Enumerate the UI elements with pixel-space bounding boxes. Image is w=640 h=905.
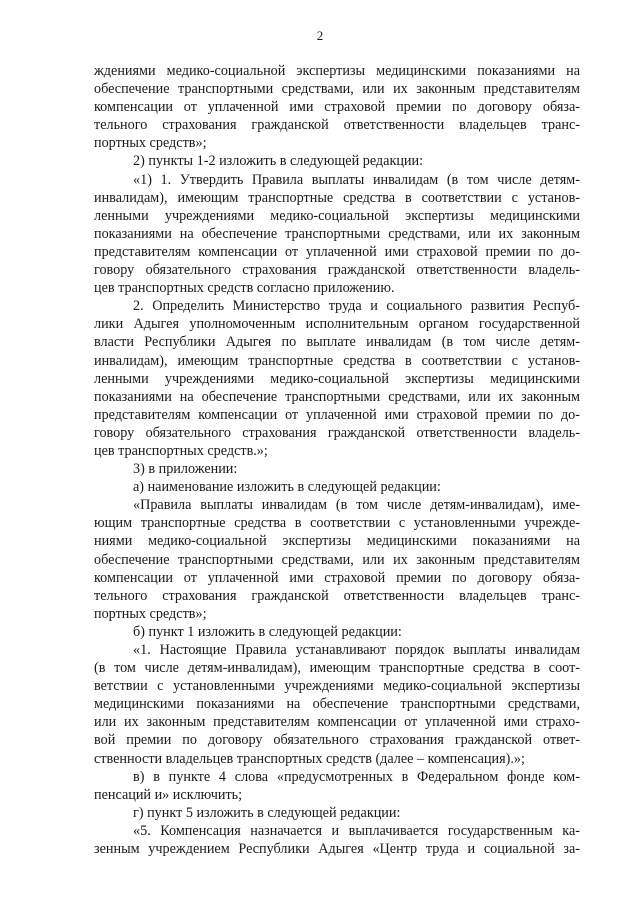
text-line: пенсаций и» исключить;	[94, 786, 243, 803]
text-line: медицинскими показаниями на обеспечение транспортными средствами,	[94, 696, 580, 713]
text-line: обеспечение транспортными средствами, или их законным представителям	[94, 551, 580, 568]
document-body	[94, 62, 580, 858]
text-line: представителям компенсации от уплаченной ими страховой премии по до-	[94, 406, 580, 423]
text-line: цев транспортных средств согласно приложению.	[94, 280, 395, 297]
text-line: 2) пункты 1-2 изложить в следующей редакции:	[133, 153, 424, 170]
text-line: ющим транспортные средства в соответствии с установленными учрежде-	[94, 515, 580, 532]
text-line: инвалидам), имеющим транспортные средства в соответствии с установ-	[94, 352, 580, 369]
text-line: 3) в приложении:	[133, 461, 238, 478]
text-line: представителям компенсации от уплаченной ими страховой премии по до-	[94, 243, 580, 260]
text-line: вой премии по договору обязательного страхования гражданской ответ-	[94, 732, 580, 749]
text-line: «Правила выплаты инвалидам (в том числе детям-инвалидам), име-	[133, 497, 580, 514]
text-line: или их законным представителям компенсации от уплаченной ими страхо-	[94, 714, 580, 731]
text-line: ленными учреждениями медико-социальной экспертизы медицинскими	[94, 370, 580, 387]
text-line: ственности владельцев транспортных средств (далее – компенсация).»;	[94, 750, 525, 767]
text-line: обеспечение транспортными средствами, или их законным представителям	[94, 81, 580, 98]
text-line: говору обязательного страхования гражданской ответственности владель-	[94, 424, 580, 441]
text-line: власти Республики Адыгея по выплате инвалидам (в том числе детям-	[94, 334, 580, 351]
text-line: портных средств»;	[94, 135, 207, 152]
text-line: (в том числе детям-инвалидам), имеющим транспортные средства в соот-	[94, 660, 580, 677]
text-line: ветствии с установленными учреждениями медико-социальной экспертизы	[94, 678, 580, 695]
text-line: показаниями на обеспечение транспортными средствами, или их законным	[94, 388, 580, 405]
text-line: ждениями медико-социальной экспертизы медицинскими показаниями на	[94, 63, 580, 79]
text-line: ниями медико-социальной экспертизы медицинскими показаниями на	[94, 533, 580, 550]
text-line: 2. Определить Министерство труда и социального развития Респуб-	[133, 298, 580, 315]
text-line: тельного страхования гражданской ответственности владельцев транс-	[94, 117, 580, 134]
text-line: компенсации от уплаченной ими страховой премии по договору обяза-	[94, 99, 580, 116]
text-line: тельного страхования гражданской ответственности владельцев транс-	[94, 587, 580, 604]
text-line: цев транспортных средств.»;	[94, 442, 268, 459]
text-line: б) пункт 1 изложить в следующей редакции:	[133, 623, 402, 640]
text-line: лики Адыгея уполномоченным исполнительным органом государственной	[94, 316, 580, 333]
text-line: компенсации от уплаченной ими страховой премии по договору обяза-	[94, 569, 580, 586]
text-line: зенным учреждением Республики Адыгея «Центр труда и социальной за-	[94, 841, 580, 858]
text-line: показаниями на обеспечение транспортными средствами, или их законным	[94, 225, 580, 242]
text-line: в) в пункте 4 слова «предусмотренных в Федеральном фонде ком-	[133, 768, 580, 785]
text-line: «5. Компенсация назначается и выплачивается государственным ка-	[133, 822, 580, 839]
text-line: «1) 1. Утвердить Правила выплаты инвалидам (в том числе детям-	[133, 171, 580, 188]
page-number: 2	[316, 28, 324, 43]
text-line: г) пункт 5 изложить в следующей редакции:	[133, 804, 401, 821]
text-line: «1. Настоящие Правила устанавливают порядок выплаты инвалидам	[133, 642, 580, 658]
text-line: говору обязательного страхования гражданской ответственности владель-	[94, 262, 580, 279]
text-line: инвалидам), имеющим транспортные средства в соответствии с установ-	[94, 189, 580, 206]
text-line: а) наименование изложить в следующей редакции:	[133, 479, 441, 496]
text-line: портных средств»;	[94, 605, 207, 622]
text-line: ленными учреждениями медико-социальной экспертизы медицинскими	[94, 207, 580, 224]
